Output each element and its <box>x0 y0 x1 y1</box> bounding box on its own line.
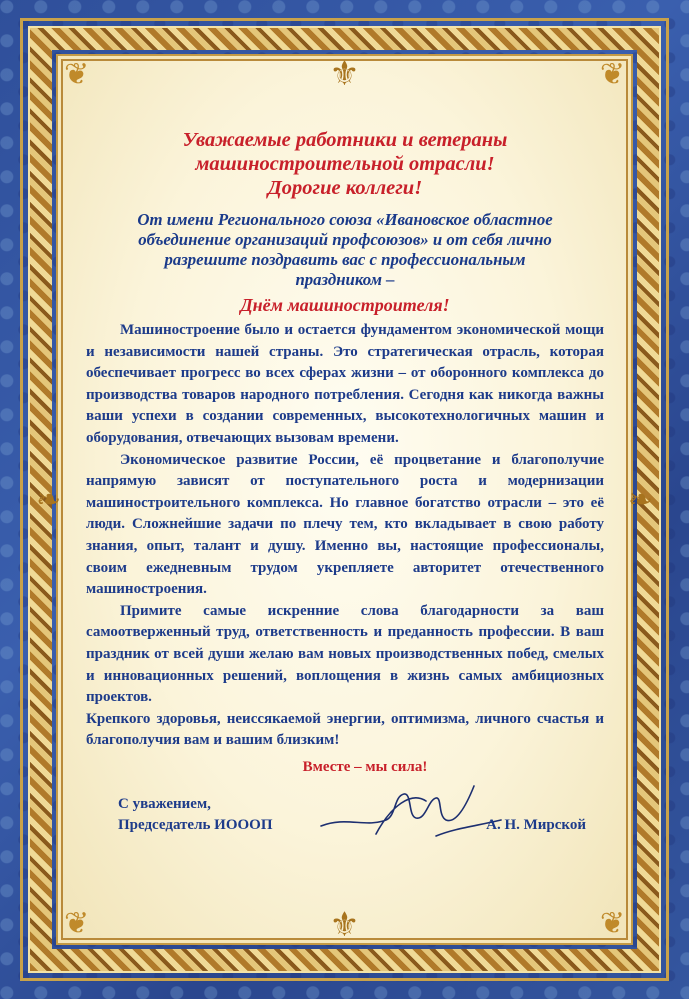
holiday-title: Днём машиностроителя! <box>240 295 450 315</box>
corner-ornament-icon: ❦ <box>599 58 625 91</box>
address-line-3: разрешите поздравить вас с профессиональным <box>164 250 526 269</box>
address-line-2: объединение организаций профсоюзов» и от себя лично <box>138 230 552 249</box>
corner-ornament-icon: ❦ <box>599 907 625 940</box>
address-block <box>86 210 604 290</box>
letter-body <box>86 320 604 752</box>
heading-line-1: Уважаемые работники и ветераны <box>182 129 508 151</box>
bottom-crest-ornament-icon: ⚜ <box>329 907 360 944</box>
right-side-ornament-icon: ❧ <box>627 483 653 516</box>
top-crest-ornament-icon: ⚜ <box>329 56 360 93</box>
handwritten-signature-icon <box>316 776 506 846</box>
slogan: Вместе – мы сила! <box>302 758 428 775</box>
letter-content <box>86 128 604 844</box>
signer-position: Председатель ИОООП <box>118 816 273 833</box>
paragraph-3: Примите самые искренние слова благодарности за ваш самоотверженный труд, ответственность и преданность профессии. В ваш праздник от всей души желаю вам новых производственных побед, смелых и инновационных решений, воплощения в жизнь самых амбициозных проектов. <box>86 602 604 706</box>
signature-block <box>86 794 604 844</box>
address-line-1: От имени Регионального союза «Ивановское областное <box>137 210 553 229</box>
signer-name: А. Н. Мирской <box>486 816 586 833</box>
left-side-ornament-icon: ❧ <box>36 483 62 516</box>
paragraph-2: Экономическое развитие России, её процветание и благополучие напрямую зависят от поступательного роста и модернизации машиностроительного комплекса. Но главное богатство отрасли – это её люди. Сложнейшие задачи по плечу тем, кто вкладывает в свою работу знания, опыт, талант и душу. Именно вы, настоящие профессионалы, своим ежедневным трудом укрепляете авторитет отечественного машиностроения. <box>86 451 604 598</box>
regards-text: С уважением, <box>118 795 211 812</box>
signer-title-block <box>118 794 273 836</box>
corner-ornament-icon: ❦ <box>64 907 90 940</box>
paragraph-4: Крепкого здоровья, неиссякаемой энергии, оптимизма, личного счастья и благополучия вам и вашим близким! <box>86 710 604 749</box>
paragraph-1: Машиностроение было и остается фундаментом экономической мощи и независимости нашей страны. Это стратегическая отрасль, которая обеспечивает прогресс во всех сферах жизни – от оборонного комплекса до производства товаров народного потребления. Сегодня как никогда важны ваши успехи в создании современных, высокотехнологичных машин и оборудования, отвечающих вызовам времени. <box>86 322 604 446</box>
heading-line-3: Дорогие коллеги! <box>267 177 423 199</box>
heading-line-2: машиностроительной отрасли! <box>195 153 495 175</box>
address-line-4: праздником – <box>295 270 395 289</box>
corner-ornament-icon: ❦ <box>64 58 90 91</box>
